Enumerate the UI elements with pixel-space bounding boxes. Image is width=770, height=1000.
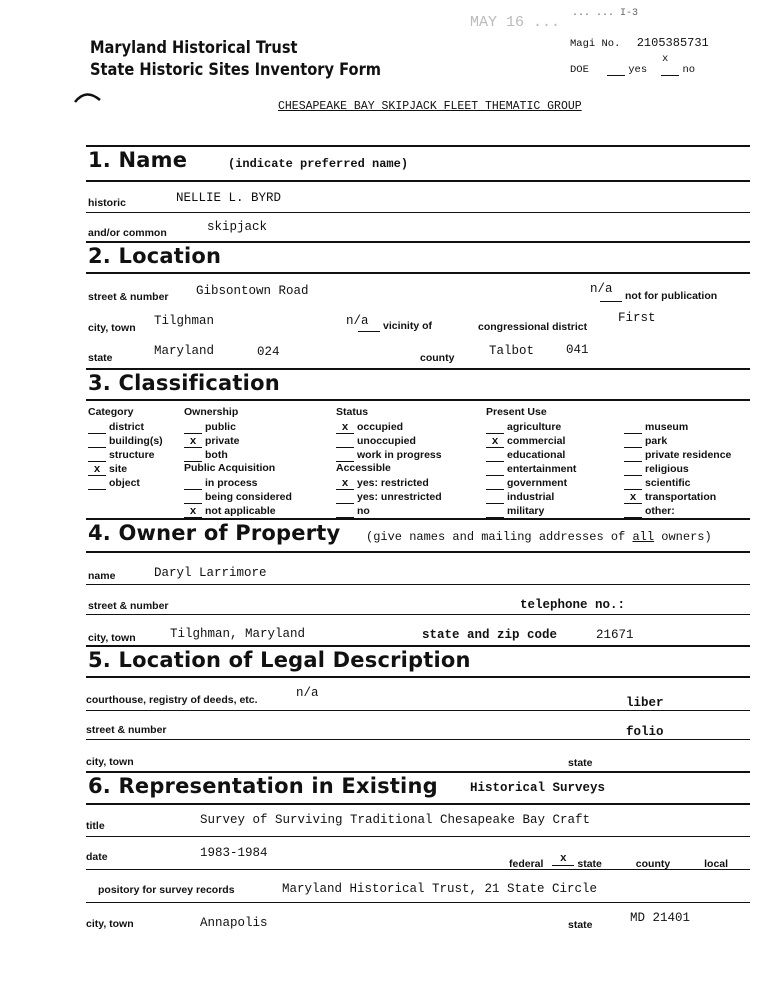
- present-use-list-1: [486, 420, 576, 518]
- category-option: [88, 448, 163, 462]
- received-stamp: MAY 16 ...: [470, 14, 561, 31]
- accessible-heading: Accessible: [336, 462, 391, 474]
- present-use-option: [486, 490, 576, 504]
- survey-state-label: state: [577, 858, 602, 870]
- accessible-option: [336, 490, 442, 504]
- section-3-rule-top: [86, 368, 750, 370]
- survey-date-label: date: [86, 851, 108, 863]
- status-option: [336, 448, 442, 462]
- present-use-option: [486, 504, 576, 518]
- acquisition-option: [184, 476, 292, 490]
- category-option: [88, 476, 163, 490]
- section-1-heading: 1. Name: [88, 148, 188, 172]
- survey-county-label: county: [635, 858, 671, 870]
- section-4-note: [366, 530, 712, 544]
- section-2-heading: 2. Location: [88, 244, 222, 268]
- owner-name-value: Daryl Larrimore: [154, 566, 267, 580]
- street-label: street & number: [88, 291, 169, 303]
- federal-label: federal: [509, 858, 544, 870]
- vicinity-label: vicinity of: [383, 320, 433, 332]
- legal-street-label: street & number: [86, 724, 167, 736]
- nfp-label: not for publication: [625, 290, 718, 302]
- ownership-option-label: both: [205, 449, 228, 461]
- nfp-field: [600, 290, 717, 302]
- zip-value: 21671: [596, 628, 634, 642]
- section-6-heading: 6. Representation in Existing: [88, 774, 438, 798]
- present-use-option: [624, 448, 731, 462]
- survey-city-label: city, town: [86, 918, 134, 930]
- present-use-option-label: private residence: [645, 449, 732, 461]
- county-code: 041: [566, 343, 589, 357]
- present-use-option-label: government: [507, 477, 568, 489]
- status-option-label: unoccupied: [357, 435, 416, 447]
- folio-label: folio: [626, 725, 664, 739]
- section-4-rule-bottom: [86, 551, 750, 553]
- state-label: state: [88, 352, 113, 364]
- category-option-label: building(s): [109, 435, 163, 447]
- legal-street-line: [86, 739, 750, 740]
- margin-mark: [72, 88, 104, 108]
- owner-name-line: [86, 584, 750, 585]
- historic-line: [86, 212, 750, 213]
- acquisition-option: [184, 490, 292, 504]
- present-use-option-label: educational: [507, 449, 566, 461]
- accessible-option-label: yes: restricted: [357, 477, 429, 489]
- vicinity-field: [358, 320, 432, 332]
- present-use-option-mark: x: [624, 494, 642, 504]
- telephone-label: telephone no.:: [520, 598, 626, 612]
- survey-state2-label: state: [568, 919, 593, 931]
- section-1-rule-bottom: [86, 180, 750, 182]
- acquisition-list: [184, 476, 292, 518]
- courthouse-line: [86, 710, 750, 711]
- present-use-option-label: transportation: [645, 491, 717, 503]
- common-value: skipjack: [207, 220, 268, 234]
- survey-title-line: [86, 836, 750, 837]
- nfp-value: n/a: [590, 282, 613, 296]
- owner-name-label: name: [88, 570, 116, 582]
- category-option-mark: x: [88, 466, 106, 476]
- category-option-mark: [88, 489, 106, 490]
- present-use-option: [624, 504, 731, 518]
- ownership-option: [184, 448, 239, 462]
- form-title-line2: State Historic Sites Inventory Form: [90, 60, 382, 80]
- doe-yes-blank: [607, 75, 625, 76]
- present-use-option-label: other:: [645, 505, 675, 517]
- ownership-option: [184, 434, 239, 448]
- survey-level-field: [484, 853, 728, 870]
- present-use-option-label: religious: [645, 463, 689, 475]
- present-use-list-2: [624, 420, 731, 518]
- ownership-option: [184, 420, 239, 434]
- survey-city-value: Annapolis: [200, 916, 268, 930]
- present-use-option-label: military: [507, 505, 545, 517]
- legal-city-label: city, town: [86, 756, 134, 768]
- section-5-rule-top: [86, 645, 750, 647]
- repository-value: Maryland Historical Trust, 21 State Circle: [282, 882, 598, 896]
- congressional-label: congressional district: [478, 321, 588, 333]
- doe-field: [570, 64, 695, 76]
- status-option-label: work in progress: [357, 449, 442, 461]
- doe-no-label: no: [682, 64, 696, 76]
- street-value: Gibsontown Road: [196, 284, 309, 298]
- ownership-option-label: private: [205, 435, 240, 447]
- doe-yes-label: yes: [628, 64, 648, 76]
- section-1-note: (indicate preferred name): [228, 157, 409, 171]
- survey-state2-value: MD 21401: [630, 911, 691, 925]
- city-value: Tilghman: [154, 314, 215, 328]
- survey-title-value: Survey of Surviving Traditional Chesapeake Bay Craft: [200, 813, 591, 827]
- section-6-rule-bottom: [86, 803, 750, 805]
- historic-label: historic: [88, 197, 126, 209]
- stamp-fragment: ... ... I-3: [572, 8, 639, 19]
- state-blank: x: [552, 853, 574, 866]
- owner-street-label: street & number: [88, 600, 169, 612]
- section-1-rule-top: [86, 145, 750, 147]
- common-label: and/or common: [88, 227, 167, 239]
- status-heading: Status: [336, 406, 369, 418]
- section-6-rule-top: [86, 771, 750, 773]
- owner-city-label: city, town: [88, 632, 136, 644]
- present-use-option: [624, 434, 731, 448]
- zip-label: state and zip code: [422, 628, 558, 642]
- courthouse-label: courthouse, registry of deeds, etc.: [86, 694, 258, 706]
- section-4-note-all: all: [632, 530, 655, 544]
- form-title: [90, 37, 381, 81]
- form-title-line1: Maryland Historical Trust: [90, 38, 298, 58]
- accessible-option-label: no: [357, 505, 370, 517]
- present-use-option: [624, 490, 731, 504]
- present-use-option: [624, 476, 731, 490]
- repository-label: pository for survey records: [98, 884, 235, 896]
- acquisition-option-label: not applicable: [205, 505, 276, 517]
- doe-mark: x: [662, 53, 669, 65]
- present-use-option-label: museum: [645, 421, 689, 433]
- section-3-heading: 3. Classification: [88, 371, 280, 395]
- category-option-label: site: [109, 463, 128, 475]
- category-option-label: structure: [109, 449, 155, 461]
- present-use-option: [486, 476, 576, 490]
- present-use-option: [624, 462, 731, 476]
- section-4-heading: 4. Owner of Property: [88, 521, 341, 545]
- accessible-list: [336, 476, 442, 518]
- accessible-option: [336, 476, 442, 490]
- section-5-rule-bottom: [86, 676, 750, 678]
- survey-date-line: [86, 869, 750, 870]
- accessible-option-label: yes: unrestricted: [357, 491, 442, 503]
- present-use-option-label: industrial: [507, 491, 555, 503]
- county-value: Talbot: [489, 344, 535, 358]
- ownership-list: [184, 420, 239, 462]
- category-option-label: district: [109, 421, 145, 433]
- accessible-option-mark: x: [336, 480, 354, 490]
- historic-value: NELLIE L. BYRD: [176, 191, 282, 205]
- magi-label: Magi No.: [570, 38, 621, 50]
- ownership-option-mark: x: [184, 438, 202, 448]
- vicinity-value: n/a: [346, 314, 369, 328]
- section-4-note-pre: (give names and mailing addresses of: [366, 530, 633, 544]
- acquisition-option: [184, 504, 292, 518]
- nfp-blank: [600, 301, 622, 302]
- city-label: city, town: [88, 322, 136, 334]
- status-option: [336, 434, 442, 448]
- category-option: [88, 420, 163, 434]
- ownership-heading: Ownership: [184, 406, 239, 418]
- present-use-option-label: commercial: [507, 435, 566, 447]
- survey-title-label: title: [86, 820, 105, 832]
- legal-state-label: state: [568, 757, 593, 769]
- present-use-option: [486, 462, 576, 476]
- acquisition-option-label: being considered: [205, 491, 292, 503]
- courthouse-value: n/a: [296, 686, 319, 700]
- magi-number: [570, 36, 709, 50]
- liber-label: liber: [626, 696, 664, 710]
- present-use-option-label: agriculture: [507, 421, 562, 433]
- section-2-rule-top: [86, 241, 750, 243]
- state-value: Maryland: [154, 344, 215, 358]
- accessible-option: [336, 504, 442, 518]
- congressional-value: First: [618, 311, 656, 325]
- present-use-option: [486, 448, 576, 462]
- repository-line: [86, 902, 750, 903]
- status-list: [336, 420, 442, 462]
- section-2-rule-bottom: [86, 272, 750, 274]
- present-use-option: [624, 420, 731, 434]
- county-label: county: [420, 352, 455, 364]
- section-6-suffix: Historical Surveys: [470, 781, 606, 795]
- section-4-note-post: owners): [654, 530, 712, 544]
- status-option-label: occupied: [357, 421, 404, 433]
- status-option: [336, 420, 442, 434]
- section-3-rule-bottom: [86, 399, 750, 401]
- present-use-option-label: scientific: [645, 477, 691, 489]
- ownership-option-label: public: [205, 421, 236, 433]
- category-heading: Category: [88, 406, 134, 418]
- section-4-rule-top: [86, 518, 750, 520]
- category-list: [88, 420, 163, 490]
- thematic-group: CHESAPEAKE BAY SKIPJACK FLEET THEMATIC GROUP: [278, 100, 582, 113]
- category-option: [88, 462, 163, 476]
- present-use-option: [486, 434, 576, 448]
- magi-value: 2105385731: [636, 36, 709, 50]
- doe-label: DOE: [570, 64, 589, 76]
- section-5-heading: 5. Location of Legal Description: [88, 648, 471, 672]
- owner-city-value: Tilghman, Maryland: [170, 627, 306, 641]
- present-use-option-mark: x: [486, 438, 504, 448]
- acquisition-heading: Public Acquisition: [184, 462, 276, 474]
- acquisition-option-mark: x: [184, 508, 202, 518]
- vicinity-blank: [358, 331, 380, 332]
- present-use-option-label: park: [645, 435, 668, 447]
- category-option: [88, 434, 163, 448]
- state-code: 024: [257, 345, 280, 359]
- owner-street-line: [86, 614, 750, 615]
- survey-local-label: local: [704, 858, 729, 870]
- acquisition-option-label: in process: [205, 477, 258, 489]
- status-option-mark: x: [336, 424, 354, 434]
- present-use-option-label: entertainment: [507, 463, 577, 475]
- survey-date-value: 1983-1984: [200, 846, 268, 860]
- present-use-option: [486, 420, 576, 434]
- doe-no-blank: [661, 75, 679, 76]
- present-use-heading: Present Use: [486, 406, 547, 418]
- category-option-label: object: [109, 477, 140, 489]
